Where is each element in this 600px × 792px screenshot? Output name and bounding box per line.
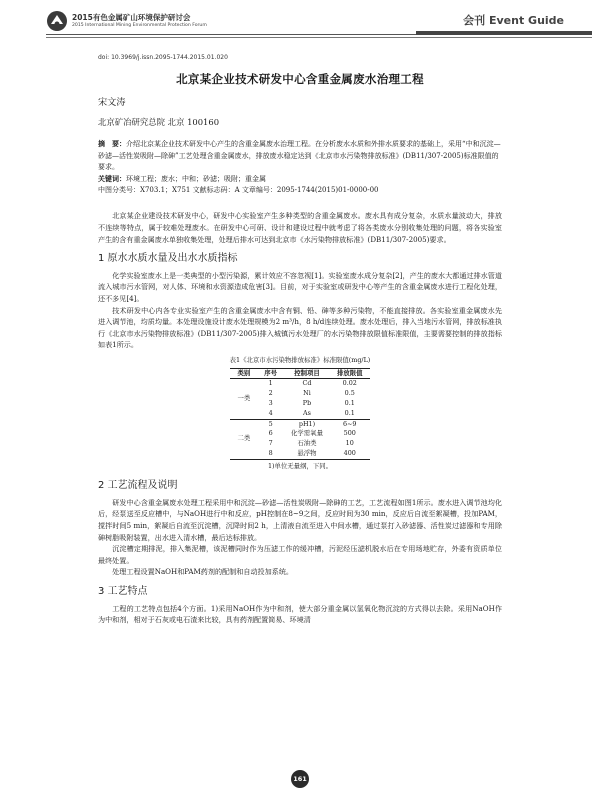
keywords (98, 173, 502, 185)
page-header (0, 0, 600, 46)
journal-name-cn: 2015有色金属矿山环境保护研讨会 (72, 13, 191, 22)
table-cell: 石油类 (297, 439, 317, 448)
section-2-heading: 2 工艺流程及说明 (98, 480, 178, 492)
classification: 中图分类号：X703.1；X751 文献标志码：A 文章编号：2095-1744(2015)01-0000-00 (98, 186, 379, 195)
article-title: 北京某企业技术研发中心含重金属废水治理工程 (176, 71, 424, 86)
header-rule-lower (46, 37, 592, 38)
abstract-text: 介绍北京某企业技术研发中心产生的含重金属废水治理工程。在分析废水水质和外排水质要求的基础上，采用“中和沉淀—砂滤—活性炭吸附—除砷”工艺处理含重金属废水，排放废水稳定达到《北京市水污染物排放标准》(DB11/307-2005)标准限值的要求。 (98, 140, 501, 171)
author: 宋文涛 (98, 97, 126, 109)
journal-logo-icon (46, 10, 68, 32)
table-cell: Pb (302, 398, 312, 407)
col-header: 序号 (264, 368, 278, 377)
table-cell: 0.5 (344, 389, 355, 398)
table-cell: 400 (343, 448, 356, 457)
table-header-row (230, 368, 369, 379)
section-3-paragraph-1: 工程的工艺特点包括4个方面。1)采用NaOH作为中和剂，使大部分重金属以氢氧化物沉淀的方式得以去除。采用NaOH作为中和剂，相对于石灰或电石渣来比较，具有药剂配置简易、环境清 (98, 603, 502, 625)
category-cell: 二类 (237, 434, 251, 443)
category-cell: 一类 (237, 394, 251, 402)
article (98, 52, 502, 626)
section-2-paragraph-2: 沉淀槽定期排泥，排入集泥槽，该泥槽同时作为压滤工作的缓冲槽，污泥经压滤机脱水后在专用场地贮存，外委有资质单位最终处置。 (98, 544, 502, 565)
table-cell: 2 (268, 389, 273, 398)
table-cell: 7 (268, 439, 273, 448)
table-row (230, 379, 369, 389)
abstract-label: 摘 要： (98, 139, 126, 149)
table-cell: 6~9 (343, 419, 357, 428)
table-cell: Ni (303, 389, 311, 398)
section-3-heading: 3 工艺特点 (98, 586, 148, 598)
table-cell: 0.1 (344, 408, 355, 417)
table-cell: 6 (268, 429, 273, 438)
page-number: 161 (291, 770, 309, 788)
section-label: 会刊 Event Guide (463, 14, 564, 27)
table-cell: 500 (343, 429, 356, 438)
table-cell: 悬浮物 (297, 448, 317, 457)
table-cell: 5 (268, 419, 273, 428)
abstract-block (98, 138, 502, 196)
table-cell: 10 (345, 439, 354, 448)
table-cell: 化学需氧量 (291, 429, 323, 438)
table-cell: Cd (302, 379, 312, 388)
table-row (230, 419, 369, 429)
table-footnote: 1)单位无量纲，下同。 (267, 461, 333, 470)
section-2-paragraph-3: 处理工程设置NaOH和PAM药剂的配制和自动投加系统。 (112, 567, 294, 577)
table-cell: 4 (268, 408, 273, 417)
header-rule (46, 34, 416, 35)
header-bar (416, 31, 592, 35)
col-header: 控制项目 (294, 368, 320, 377)
keywords-text: 环境工程；废水；中和；砂滤；吸附；重金属 (126, 174, 266, 183)
table-cell: As (303, 408, 311, 417)
table-cell: 1 (268, 379, 273, 388)
limits-table (230, 368, 369, 460)
section-1-heading: 1 原水水质水量及出水水质指标 (98, 253, 238, 265)
doi: doi: 10.3969/j.issn.2095-1744.2015.01.020 (98, 54, 228, 61)
table-cell: 3 (268, 398, 273, 407)
intro-paragraph: 北京某企业建设技术研发中心，研发中心实验室产生多种类型的含重金属废水。废水具有成分复杂，水质水量波动大，排放不连续等特点，属于较难处理废水。在研发中心可研、设计和建设过程中就考虑了将各类废水分别收集处理的问题，将各实验室产生的含有重金属废水单独收集处理，处理后排水可达到北京市《水污染物排放标准》(DB11/307-2005)要求。 (98, 211, 502, 244)
table-cell: pH1) (298, 419, 316, 428)
journal-name-en: 2015 International Mining Environmental Protection Forum (72, 23, 207, 28)
abstract (98, 138, 502, 173)
table-cell: 0.02 (342, 379, 357, 388)
section-1-paragraph-2: 技术研发中心内各专业实验室产生的含重金属废水中含有铜、铅、砷等多种污染物，不能直接排放。各实验室重金属废水先进入调节池，均质均量。本处理设施设计废水处理规模为2 m³/h，8 h/d连续处理。废水处理后，排入当地污水管网，排放标准执行《北京市水污染物排放标准》(DB11/307-2005)排入城镇污水处理厂的水污染物排放限值标准限值，主要需要控制的排放指标如表1所示。 (98, 305, 502, 350)
section-2-paragraph-1: 研发中心含重金属废水处理工程采用中和沉淀—砂滤—活性炭吸附—除砷的工艺，工艺流程如图1所示。废水进入调节池均化后，经泵送至反应槽中，与NaOH进行中和反应，pH控制在8~9之间，反应时间为30 min，反应后自流至絮凝槽，投加PAM，搅拌时间5 min，絮凝后自流至沉淀槽，沉降时间2 h，上清液自流至进入中间水槽，通过泵打入砂滤器、活性炭过滤器和专用除砷树脂吸附装置，出水进入清水槽，最后达标排放。 (98, 497, 502, 542)
keywords-label: 关键词： (98, 173, 126, 183)
col-header: 类别 (237, 368, 251, 377)
table-cell: 8 (268, 448, 273, 457)
table-caption: 表1《北京市水污染物排放标准》标准限值(mg/L) (229, 355, 371, 364)
col-header: 排放限值 (336, 368, 363, 377)
section-1-paragraph-1: 化学实验室废水上是一类典型的小型污染源，累计效应不容忽视[1]。实验室废水成分复杂[2]，产生的废水大都通过排水管道流入城市污水管网，对人体、环境和水资源造成危害[3]。目前，对于实验室或研发中心等产生的含重金属废水进行工程化处理，还不多见[4]。 (98, 270, 502, 303)
table-cell: 0.1 (344, 398, 355, 407)
affiliation: 北京矿冶研究总院 北京 100160 (98, 116, 220, 127)
